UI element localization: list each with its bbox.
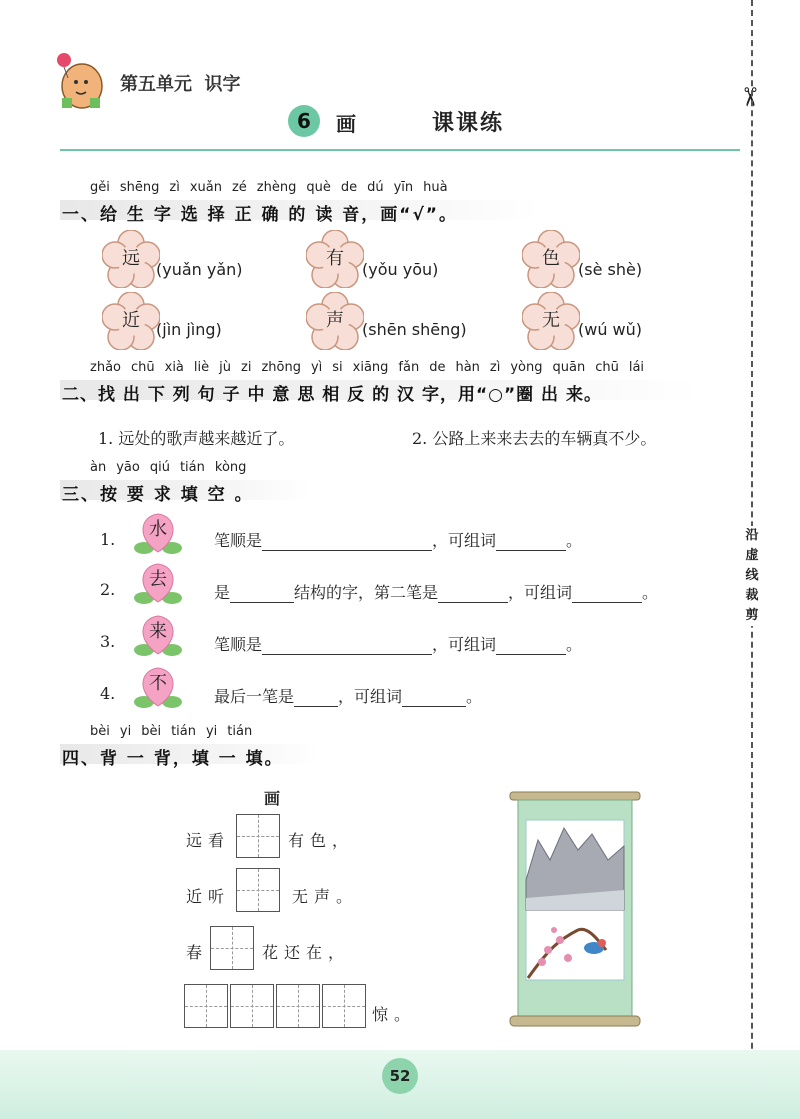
section2-title: 二、找 出 下 列 句 子 中 意 思 相 反 的 汉 字，用“○”圈 出 来。 bbox=[62, 385, 602, 405]
peach-char: 去 bbox=[149, 569, 167, 590]
unit-title: 第五单元 识字 bbox=[120, 74, 241, 95]
section4-title: 四、背 一 背，填 一 填。 bbox=[62, 749, 284, 769]
tianzige-box[interactable] bbox=[236, 868, 280, 912]
mascot-icon bbox=[50, 48, 112, 112]
pinyin-choice[interactable]: (shēn shēng) bbox=[362, 320, 467, 339]
item-number: 3. bbox=[100, 632, 116, 651]
page-number: 52 bbox=[389, 1067, 411, 1085]
item-number: 1. bbox=[100, 530, 116, 549]
pinyin-choice[interactable]: (jìn jìng) bbox=[156, 320, 222, 339]
pinyin-choice[interactable]: (wú wǔ) bbox=[578, 320, 643, 339]
scissors-icon: ✂ bbox=[733, 86, 764, 108]
peach-char: 水 bbox=[149, 519, 167, 540]
fill-line[interactable]: 笔顺是 ，可组词 。 bbox=[214, 635, 583, 654]
section1-pinyin: gěi shēng zì xuǎn zé zhèng què de dú yīn huà bbox=[90, 180, 448, 195]
tianzige-box[interactable] bbox=[230, 984, 274, 1028]
page-number-badge bbox=[382, 1058, 418, 1094]
fill-line[interactable]: 是 结构的字，第二笔是 ，可组词 。 bbox=[214, 583, 659, 602]
tianzige-box[interactable] bbox=[322, 984, 366, 1028]
lesson-title: 画 bbox=[336, 112, 356, 136]
section3-pinyin: àn yāo qiú tián kòng bbox=[90, 460, 247, 475]
sentence-2[interactable]: 2. 公路上来来去去的车辆真不少。 bbox=[412, 429, 657, 448]
lesson-number-badge: 6 bbox=[288, 105, 320, 137]
practice-label: 课课练 bbox=[432, 111, 505, 136]
flower-char: 无 bbox=[542, 310, 560, 331]
flower-char: 有 bbox=[326, 248, 344, 269]
section1-title: 一、给 生 字 选 择 正 确 的 读 音，画“√”。 bbox=[62, 205, 458, 225]
flower-char: 近 bbox=[122, 310, 140, 331]
tianzige-box[interactable] bbox=[210, 926, 254, 970]
flower-char: 色 bbox=[542, 248, 560, 269]
poem-title: 画 bbox=[264, 789, 281, 808]
tianzige-box[interactable] bbox=[184, 984, 228, 1028]
peach-char: 来 bbox=[149, 621, 167, 642]
header-rule bbox=[60, 149, 740, 151]
pinyin-choice[interactable]: (sè shè) bbox=[578, 260, 643, 279]
sentence-1[interactable]: 1. 远处的歌声越来越近了。 bbox=[98, 429, 295, 448]
poem-text: 近听 bbox=[186, 887, 231, 906]
tianzige-box[interactable] bbox=[236, 814, 280, 858]
section2-pinyin: zhǎo chū xià liè jù zi zhōng yì si xiāng fǎn de hàn zì yòng quān chū lái bbox=[90, 360, 645, 375]
cut-note: 沿 虚 线 裁 剪 bbox=[744, 526, 760, 626]
poem-text: 惊。 bbox=[372, 1005, 417, 1024]
item-number: 4. bbox=[100, 684, 116, 703]
pinyin-choice[interactable]: (yǒu yōu) bbox=[362, 260, 439, 279]
peach-char: 不 bbox=[149, 673, 167, 694]
section3-title: 三、按 要 求 填 空 。 bbox=[62, 485, 254, 505]
pinyin-choice[interactable]: (yuǎn yǎn) bbox=[156, 260, 243, 279]
fill-line[interactable]: 笔顺是 ，可组词 。 bbox=[214, 531, 583, 550]
tianzige-box[interactable] bbox=[276, 984, 320, 1028]
poem-text: 无声。 bbox=[292, 887, 359, 906]
item-number: 2. bbox=[100, 580, 116, 599]
section4-pinyin: bèi yi bèi tián yi tián bbox=[90, 724, 253, 739]
scroll-painting-image bbox=[508, 790, 642, 1030]
poem-text: 春 bbox=[186, 943, 209, 962]
poem-text: 花还在， bbox=[262, 943, 351, 962]
poem-text: 远看 bbox=[186, 831, 231, 850]
fill-line[interactable]: 最后一笔是 ，可组词 。 bbox=[214, 687, 483, 706]
flower-char: 声 bbox=[326, 310, 344, 331]
flower-char: 远 bbox=[122, 248, 140, 269]
poem-text: 有色， bbox=[288, 831, 355, 850]
